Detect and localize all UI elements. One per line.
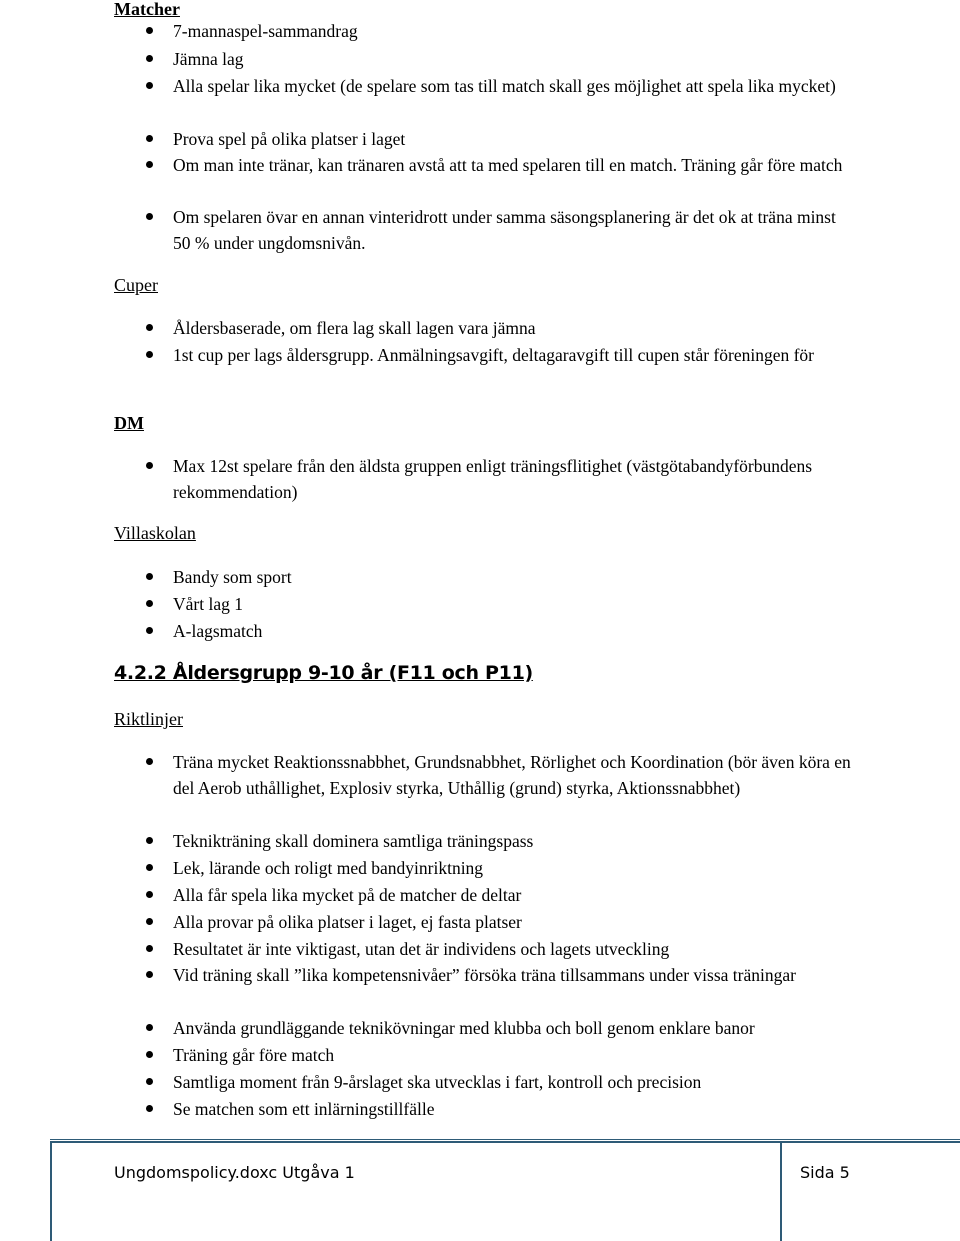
footer-divider bbox=[780, 1141, 782, 1241]
list-item: Jämna lag bbox=[173, 46, 853, 72]
footer-rule-thin bbox=[50, 1139, 960, 1140]
list-item: Bandy som sport bbox=[173, 564, 853, 590]
list-item: Alla får spela lika mycket på de matcher de deltar bbox=[173, 882, 853, 908]
list-item: Träna mycket Reaktionssnabbhet, Grundsnabbhet, Rörlighet och Koordination (bör även köra en del Aerob uthållighet, Explosiv styrka, Uthållig (grund) styrka, Aktionssnabbhet) bbox=[173, 749, 853, 801]
list-item: Lek, lärande och roligt med bandyinriktning bbox=[173, 855, 853, 881]
list-item: Teknikträning skall dominera samtliga träningspass bbox=[173, 828, 853, 854]
list-item: Resultatet är inte viktigast, utan det är individens och lagets utveckling bbox=[173, 936, 853, 962]
list-item: Alla provar på olika platser i laget, ej fasta platser bbox=[173, 909, 853, 935]
list-item: Vårt lag 1 bbox=[173, 591, 853, 617]
list-item: 1st cup per lags åldersgrupp. Anmälningsavgift, deltagaravgift till cupen står föreningen för bbox=[173, 342, 853, 368]
list-item: Samtliga moment från 9-årslaget ska utvecklas i fart, kontroll och precision bbox=[173, 1069, 853, 1095]
heading-matcher: Matcher bbox=[114, 0, 180, 19]
footer-rule-thick bbox=[50, 1141, 960, 1143]
list-item: A-lagsmatch bbox=[173, 618, 853, 644]
footer-page-number: Sida 5 bbox=[800, 1163, 850, 1182]
list-item: Vid träning skall ”lika kompetensnivåer” försöka träna tillsammans under vissa träningar bbox=[173, 962, 853, 988]
section-title: 4.2.2 Åldersgrupp 9-10 år (F11 och P11) bbox=[114, 662, 533, 684]
list-item: 7-mannaspel-sammandrag bbox=[173, 18, 853, 44]
heading-dm: DM bbox=[114, 413, 144, 433]
list-item: Se matchen som ett inlärningstillfälle bbox=[173, 1096, 853, 1122]
heading-riktlinjer: Riktlinjer bbox=[114, 709, 183, 729]
heading-cuper: Cuper bbox=[114, 275, 158, 295]
heading-villaskolan: Villaskolan bbox=[114, 523, 196, 543]
list-item: Om spelaren övar en annan vinteridrott under samma säsongsplanering är det ok at träna minst 50 % under ungdomsnivån. bbox=[173, 204, 853, 256]
list-item: Alla spelar lika mycket (de spelare som tas till match skall ges möjlighet att spela lika mycket) bbox=[173, 73, 853, 99]
list-item: Använda grundläggande teknikövningar med klubba och boll genom enklare banor bbox=[173, 1015, 853, 1041]
list-item: Prova spel på olika platser i laget bbox=[173, 126, 853, 152]
list-item: Träning går före match bbox=[173, 1042, 853, 1068]
list-item: Max 12st spelare från den äldsta gruppen enligt träningsflitighet (västgötabandyförbundens rekommendation) bbox=[173, 453, 853, 505]
footer-left-border bbox=[50, 1141, 52, 1241]
list-item: Om man inte tränar, kan tränaren avstå att ta med spelaren till en match. Träning går före match bbox=[173, 152, 853, 178]
list-item: Åldersbaserade, om flera lag skall lagen vara jämna bbox=[173, 315, 853, 341]
footer-document-name: Ungdomspolicy.doxc Utgåva 1 bbox=[114, 1163, 355, 1182]
